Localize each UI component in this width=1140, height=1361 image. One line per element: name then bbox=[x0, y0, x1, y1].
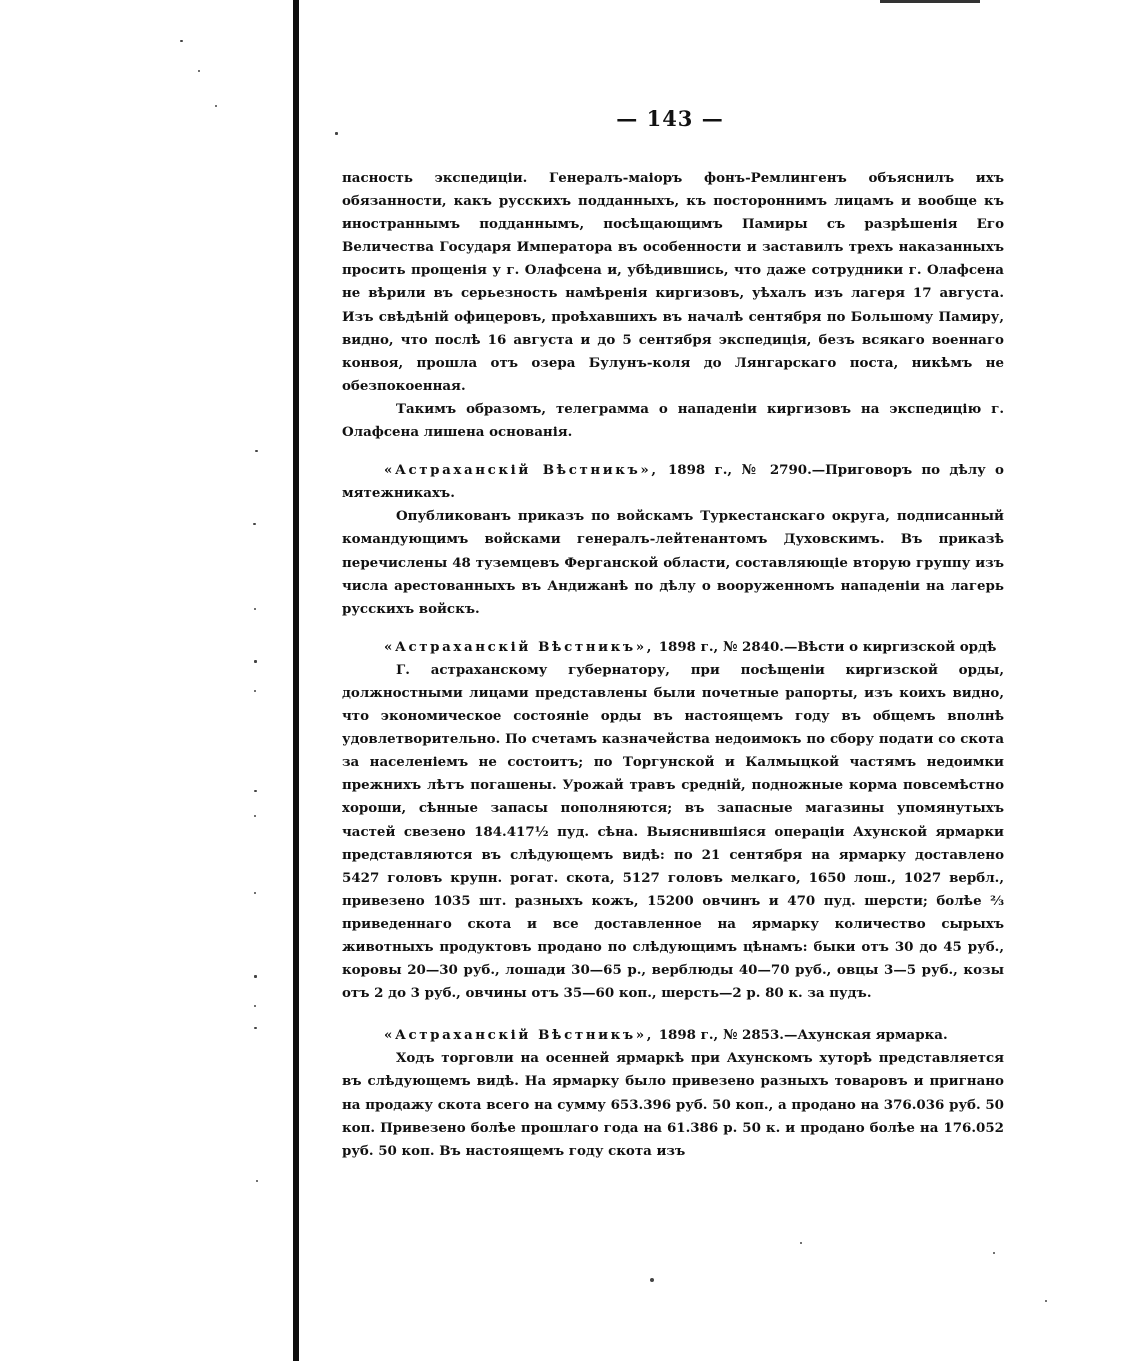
scan-speck bbox=[215, 105, 217, 107]
paragraph: Ходъ торговли на осенней ярмаркѣ при Ахунскомъ хуторѣ представляется въ слѣдующемъ видѣ. На ярмарку было привезено разныхъ товаровъ и пригнано на продажу скота всего на сумму 653.396 руб. 50 коп., а продано на 376.036 руб. 50 коп. Привезено болѣе прошлаго года на 61.386 р. 50 к. и продано болѣе на 176.052 руб. 50 коп. Въ настоящемъ году скота изъ bbox=[342, 1050, 1004, 1159]
scan-speck bbox=[335, 132, 338, 135]
scan-speck bbox=[650, 1278, 654, 1282]
article-heading bbox=[342, 1024, 1004, 1047]
top-edge-rule bbox=[880, 0, 980, 3]
paragraph: Г. астраханскому губернатору, при посѣщеніи киргизской орды, должностными лицами представлены были почетные рапорты, изъ коихъ видно, что экономическое состояніе орды въ настоящемъ году въ общемъ вполнѣ удовлетворительно. По счетамъ казначейства недоимокъ по сбору подати со скота за населеніемъ не состоитъ; по Торгунской и Калмыцкой частямъ недоимки прежнихъ лѣтъ погашены. Урожай травъ средній, подножные корма повсемѣстно хороши, сѣнные запасы пополняются; въ запасные магазины упомянутыхъ частей свезено 184.417½ пуд. сѣна. Выяснившіяся операціи Ахунской ярмарки представляются въ слѣдующемъ видѣ: по 21 сентября на ярмарку доставлено 5427 головъ крупн. рогат. скота, 5127 головъ мелкаго, 1650 лош., 1027 вербл., привезено 1035 шт. разныхъ кожъ, 15200 овчинъ и 470 пуд. шерсти; болѣе ⅔ приведеннаго скота и все доставленное на ярмарку количество сырыхъ животныхъ продуктовъ продано по слѣдующимъ цѣнамъ: быки отъ 30 до 45 руб., коровы 20—30 руб., лошади 30—65 р., верблюды 40—70 руб., овцы 3—5 руб., козы отъ 2 до 3 руб., овчины отъ 35—60 коп., шерсть—2 р. 80 к. за пудъ. bbox=[342, 661, 1004, 1002]
scan-speck bbox=[198, 70, 200, 72]
scan-speck bbox=[180, 40, 183, 42]
article-heading bbox=[342, 459, 1004, 505]
article-heading bbox=[342, 636, 1004, 659]
scan-speck bbox=[254, 690, 256, 692]
body-text bbox=[342, 167, 1004, 1163]
scan-speck bbox=[993, 1252, 995, 1254]
scan-speck bbox=[254, 660, 257, 663]
scan-speck bbox=[800, 1242, 802, 1244]
paragraph: Опубликованъ приказъ по войскамъ Туркестанскаго округа, подписанный командующимъ войсками генералъ-лейтенантомъ Духовскимъ. Въ приказѣ перечислены 48 туземцевъ Ферганской области, составляющіе вторую группу изъ числа арестованныхъ въ Андижанѣ по дѣлу о вооруженномъ нападеніи на лагерь русскихъ войскъ. bbox=[342, 508, 1004, 617]
heading-rest: 1898 г., № 2853.—Ахунская ярмарка. bbox=[654, 1027, 948, 1044]
heading-rest: 1898 г., № 2840.—Вѣсти о киргизской ордѣ bbox=[654, 638, 997, 655]
scan-speck bbox=[254, 790, 257, 792]
binding-edge bbox=[293, 0, 299, 1361]
newspaper-source: «Астраханскій Вѣстникъ», bbox=[384, 638, 655, 655]
heading-rest: 1898 г., № 2790.—Приговоръ по дѣлу о мятежникахъ. bbox=[342, 462, 1004, 502]
paragraph: Такимъ образомъ, телеграмма о нападеніи киргизовъ на экспедицію г. Олафсена лишена основанія. bbox=[342, 400, 1004, 441]
scan-speck bbox=[254, 892, 256, 894]
page-number: — 143 — bbox=[616, 106, 724, 131]
scan-speck bbox=[1045, 1300, 1047, 1302]
newspaper-source: «Астраханскій Вѣстникъ», bbox=[384, 1027, 655, 1044]
scan-speck bbox=[254, 975, 257, 978]
scan-speck bbox=[254, 608, 256, 610]
scan-speck bbox=[254, 1027, 257, 1029]
scan-speck bbox=[254, 815, 256, 817]
newspaper-source: «Астраханскій Вѣстникъ», bbox=[384, 462, 659, 479]
scan-speck bbox=[256, 1180, 258, 1182]
scan-speck bbox=[254, 1005, 256, 1007]
paragraph: пасность экспедиціи. Генералъ-маіоръ фонъ-Ремлингенъ объяснилъ ихъ обязанности, какъ русскихъ подданныхъ, къ постороннимъ лицамъ и вообще къ иностраннымъ подданнымъ, посѣщающимъ Памиры съ разрѣшенія Его Величества Государя Императора въ особенности и заставилъ трехъ наказанныхъ просить прощенія у г. Олафсена и, убѣдившись, что даже сотрудники г. Олафсена не вѣрили въ серьезность намѣренія киргизовъ, уѣхалъ изъ лагеря 17 августа. Изъ свѣдѣній офицеровъ, проѣхавшихъ въ началѣ сентября по Большому Памиру, видно, что послѣ 16 августа и до 5 сентября экспедиція, безъ всякаго военнаго конвоя, прошла отъ озера Булунъ-коля до Лянгарскаго поста, никѣмъ не обезпокоенная. bbox=[342, 170, 1004, 394]
scan-speck bbox=[255, 450, 258, 452]
scan-speck bbox=[253, 523, 256, 525]
